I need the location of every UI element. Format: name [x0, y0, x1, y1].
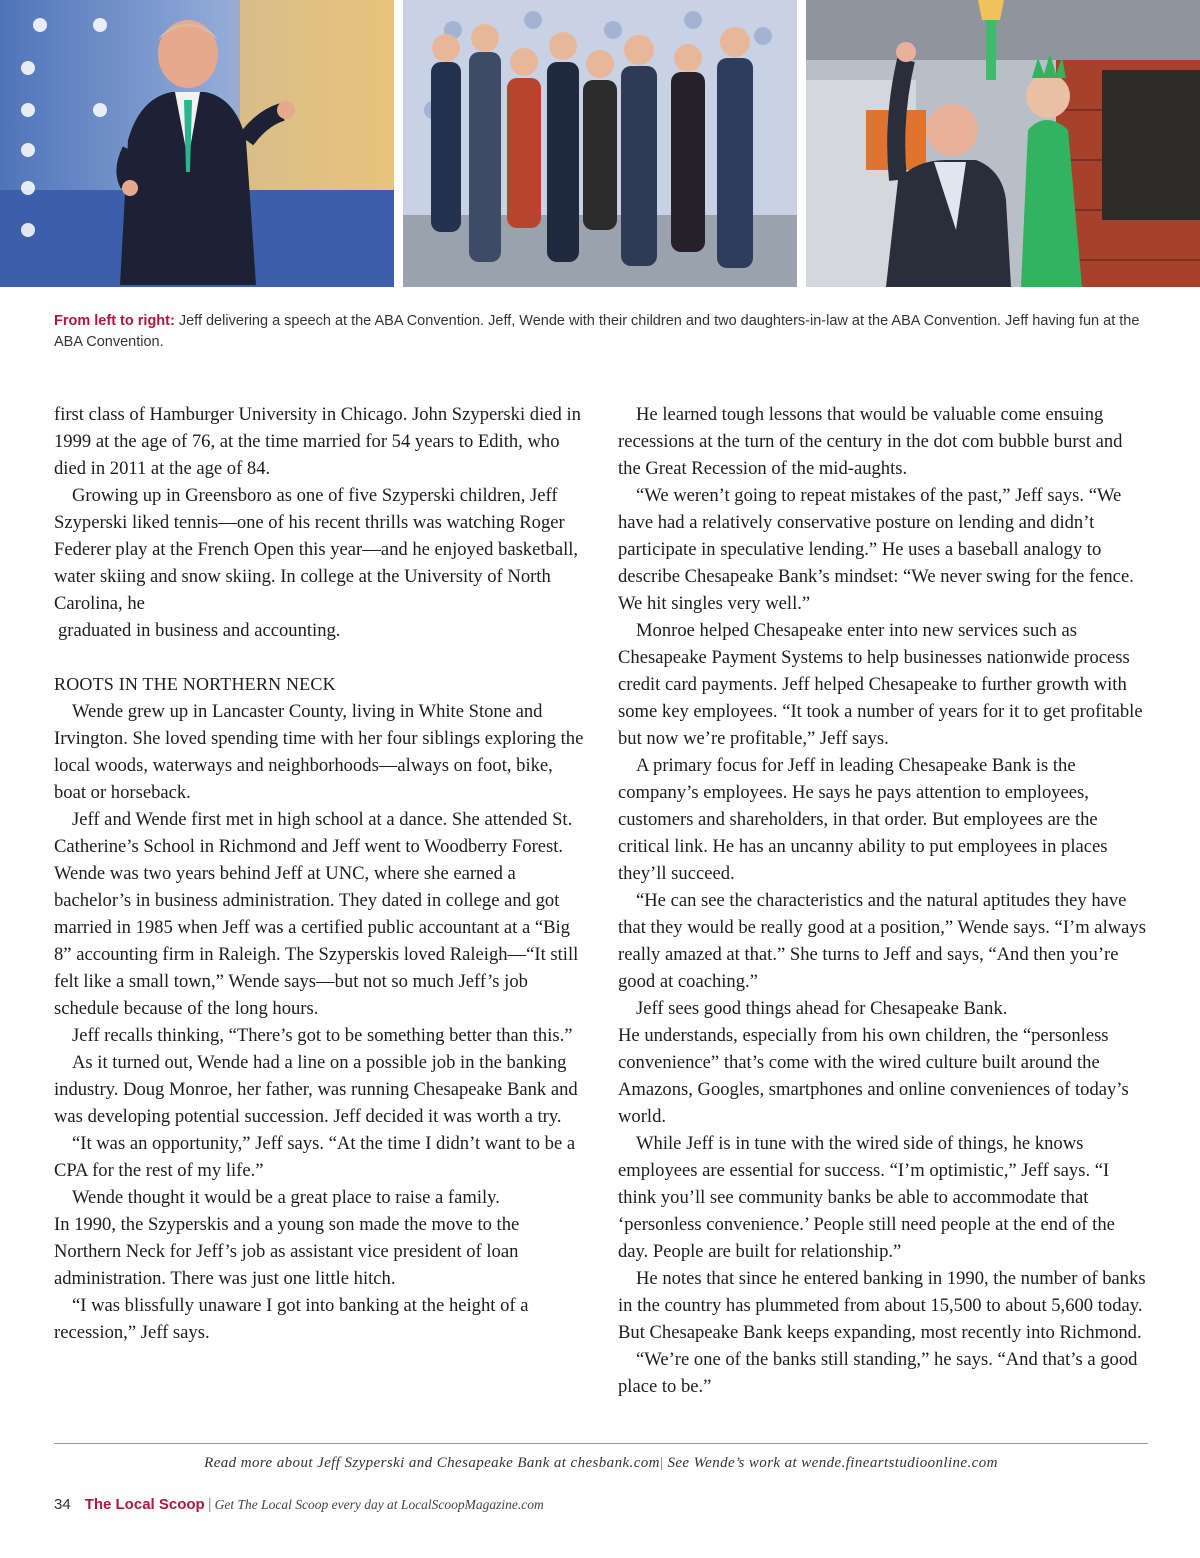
photo-convention-fun	[806, 0, 1200, 287]
photo-strip	[0, 0, 1200, 287]
magazine-tagline: Get The Local Scoop every day at LocalScoopMagazine.com	[214, 1497, 544, 1512]
photo-caption	[54, 311, 1150, 353]
paragraph: “We’re one of the banks still standing,” he says. “And that’s a good place to be.”	[618, 1349, 1138, 1397]
paragraph: “We weren’t going to repeat mistakes of the past,” Jeff says. “We have had a relatively conservative posture on lending and didn’t participate in speculative lending.” He uses a baseball analogy to describe Chesapeake Bank’s mindset: “We never swing for the fence. We hit singles very well.”	[618, 485, 1134, 614]
article-column-left	[54, 401, 584, 1346]
paragraph-continuation: In 1990, the Szyperskis and a young son made the move to the Northern Neck for Jeff’s job as assistant vice president of loan administration. There was just one little hitch.	[54, 1214, 520, 1289]
paragraph: As it turned out, Wende had a line on a possible job in the banking industry. Doug Monroe, her father, was running Chesapeake Bank and was developing potential succession. Jeff decided it was worth a try.	[54, 1052, 578, 1127]
paragraph: He learned tough lessons that would be valuable come ensuing recessions at the turn of the century in the dot com bubble burst and the Great Recession of the mid-aughts.	[618, 404, 1123, 479]
paragraph-continuation: graduated in business and accounting.	[58, 620, 341, 641]
paragraph: “I was blissfully unaware I got into banking at the height of a recession,” Jeff says.	[54, 1295, 529, 1343]
read-more-chesbank: Read more about Jeff Szyperski and Chesapeake Bank at chesbank.com	[204, 1455, 660, 1471]
paragraph: A primary focus for Jeff in leading Chesapeake Bank is the company’s employees. He says he pays attention to employees, customers and shareholders, in that order. But employees are the critical link. He has an uncanny ability to put employees in places they’ll succeed.	[618, 755, 1108, 884]
paragraph: Jeff sees good things ahead for Chesapeake Bank.	[636, 998, 1008, 1019]
paragraph: While Jeff is in tune with the wired side of things, he knows employees are essential for success. “I’m optimistic,” Jeff says. “I think you’ll see community banks be able to accommodate that ‘personless convenience.’ People still need people at the end of the day. People are built for relationship.”	[618, 1133, 1115, 1262]
read-more-line	[54, 1452, 1148, 1474]
photo-speech	[0, 0, 394, 287]
photo-family	[403, 0, 797, 287]
paragraph: Monroe helped Chesapeake enter into new services such as Chesapeake Payment Systems to help businesses nationwide process credit card payments. Jeff helped Chesapeake to further growth with some key employees. “It took a number of years for it to get profitable but now we’re profitable,” Jeff says.	[618, 620, 1143, 749]
caption-text: Jeff delivering a speech at the ABA Convention. Jeff, Wende with their children and two daughters-in-law at the ABA Convention. Jeff having fun at the ABA Convention.	[54, 313, 1140, 350]
paragraph: Jeff and Wende first met in high school at a dance. She attended St. Catherine’s School in Richmond and Jeff went to Woodberry Forest. Wende was two years behind Jeff at UNC, where she earned a bachelor’s in business administration. They dated in college and got married in 1985 when Jeff was a certified public accountant at a “Big 8” accounting firm in Raleigh. The Szyperskis loved Raleigh—“It still felt like a small town,” Wende says—but not so much Jeff’s job schedule because of the long hours.	[54, 809, 579, 1019]
page-folio	[54, 1494, 544, 1516]
read-more-separator: |	[659, 1455, 664, 1471]
page-number: 34	[54, 1496, 71, 1513]
footer-divider	[54, 1443, 1148, 1444]
paragraph: “He can see the characteristics and the natural aptitudes they have that they would be really good at a position,” Wende says. “I’m always really amazed at that.” She turns to Jeff and says, “And then you’re good at coaching.”	[618, 890, 1146, 992]
article-column-right	[618, 401, 1148, 1400]
paragraph: He notes that since he entered banking in 1990, the number of banks in the country has plummeted from about 15,500 to about 5,600 today. But Chesapeake Bank keeps expanding, most recently into Richmond.	[618, 1268, 1146, 1343]
paragraph-continuation: He understands, especially from his own children, the “personless convenience” that’s come with the wired culture built around the Amazons, Googles, smartphones and online conveniences of today’s world.	[618, 1025, 1129, 1127]
caption-lead: From left to right:	[54, 313, 175, 329]
paragraph: Wende thought it would be a great place to raise a family.	[72, 1187, 500, 1208]
paragraph: Jeff recalls thinking, “There’s got to be something better than this.”	[72, 1025, 573, 1046]
paragraph: Wende grew up in Lancaster County, living in White Stone and Irvington. She loved spending time with her four siblings exploring the local woods, waterways and neighborhoods—always on foot, bike, boat or horseback.	[54, 701, 584, 803]
paragraph: first class of Hamburger University in Chicago. John Szyperski died in 1999 at the age of 76, at the time married for 54 years to Edith, who died in 2011 at the age of 84.	[54, 404, 581, 479]
read-more-wende: See Wende’s work at wende.fineartstudioonline.com	[663, 1455, 998, 1471]
magazine-name: The Local Scoop	[84, 1496, 205, 1513]
paragraph: Growing up in Greensboro as one of five Szyperski children, Jeff Szyperski liked tennis—one of his recent thrills was watching Roger Federer play at the French Open this year—and he enjoyed basketball, water skiing and snow skiing. In college at the University of North Carolina, he	[54, 485, 579, 614]
section-heading: ROOTS IN THE NORTHERN NECK	[54, 674, 336, 694]
folio-separator: |	[207, 1496, 212, 1513]
paragraph: “It was an opportunity,” Jeff says. “At the time I didn’t want to be a CPA for the rest of my life.”	[54, 1133, 576, 1181]
